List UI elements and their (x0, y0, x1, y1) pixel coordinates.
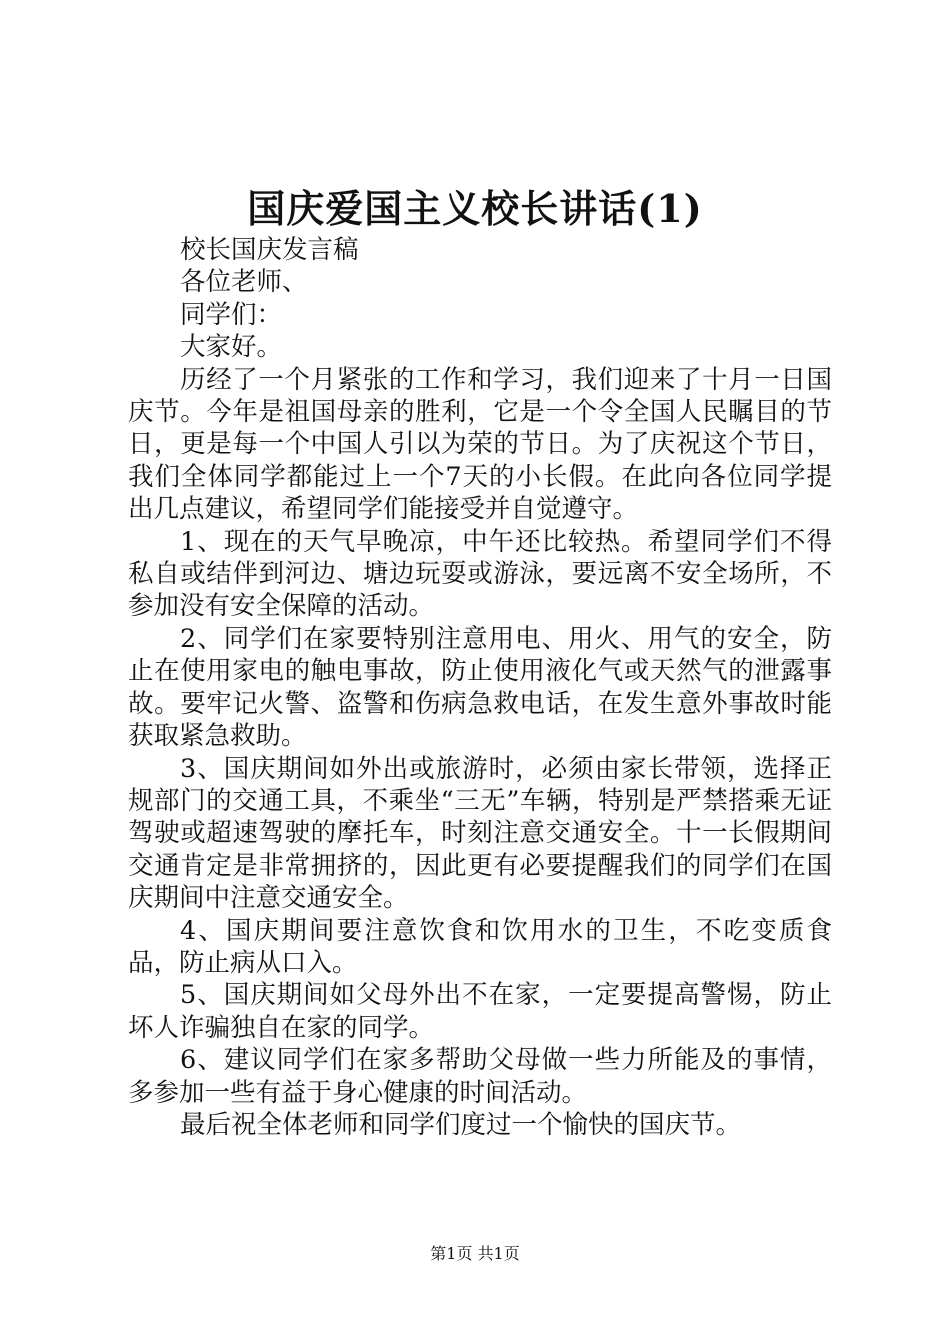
paragraph-item-1: 1、现在的天气早晚凉，中午还比较热。希望同学们不得私自或结伴到河边、塘边玩耍或游泳，要远离不安全场所，不参加没有安全保障的活动。 (128, 526, 832, 622)
document-body (128, 234, 832, 1141)
paragraph-item-2: 2、同学们在家要特别注意用电、用火、用气的安全，防止在使用家电的触电事故，防止使用液化气或天然气的泄露事故。要牢记火警、盗警和伤病急救电话，在发生意外事故时能获取紧急救助。 (128, 623, 832, 752)
paragraph-item-5: 5、国庆期间如父母外出不在家，一定要提高警惕，防止坏人诈骗独自在家的同学。 (128, 980, 832, 1043)
paragraph-subtitle: 校长国庆发言稿 (180, 235, 359, 265)
paragraph-greeting-teachers: 各位老师、 (180, 267, 308, 298)
paragraph-intro: 历经了一个月紧张的工作和学习，我们迎来了十月一日国庆节。今年是祖国母亲的胜利，它是一个令全国人民瞩目的节日，更是每一个中国人引以为荣的节日。为了庆祝这个节日，我们全体同学都能过上一个7天的小长假。在此向各位同学提出几点建议，希望同学们能接受并自觉遵守。 (128, 364, 832, 525)
document-title: 国庆爱国主义校长讲话(1) (247, 186, 703, 231)
page-number-footer: 第1页 共1页 (430, 1244, 520, 1263)
paragraph-hello: 大家好。 (180, 332, 283, 363)
paragraph-closing: 最后祝全体老师和同学们度过一个愉快的国庆节。 (180, 1109, 742, 1140)
paragraph-item-6: 6、建议同学们在家多帮助父母做一些力所能及的事情，多参加一些有益于身心健康的时间活动。 (128, 1045, 832, 1108)
paragraph-greeting-students: 同学们： (180, 299, 283, 330)
paragraph-item-4: 4、国庆期间要注意饮食和饮用水的卫生，不吃变质食品，防止病从口入。 (128, 915, 832, 978)
paragraph-item-3: 3、国庆期间如外出或旅游时，必须由家长带领，选择正规部门的交通工具，不乘坐“三无”车辆，特别是严禁搭乘无证驾驶或超速驾驶的摩托车，时刻注意交通安全。十一长假期间交通肯定是非常拥挤的，因此更有必要提醒我们的同学们在国庆期间中注意交通安全。 (128, 753, 832, 914)
